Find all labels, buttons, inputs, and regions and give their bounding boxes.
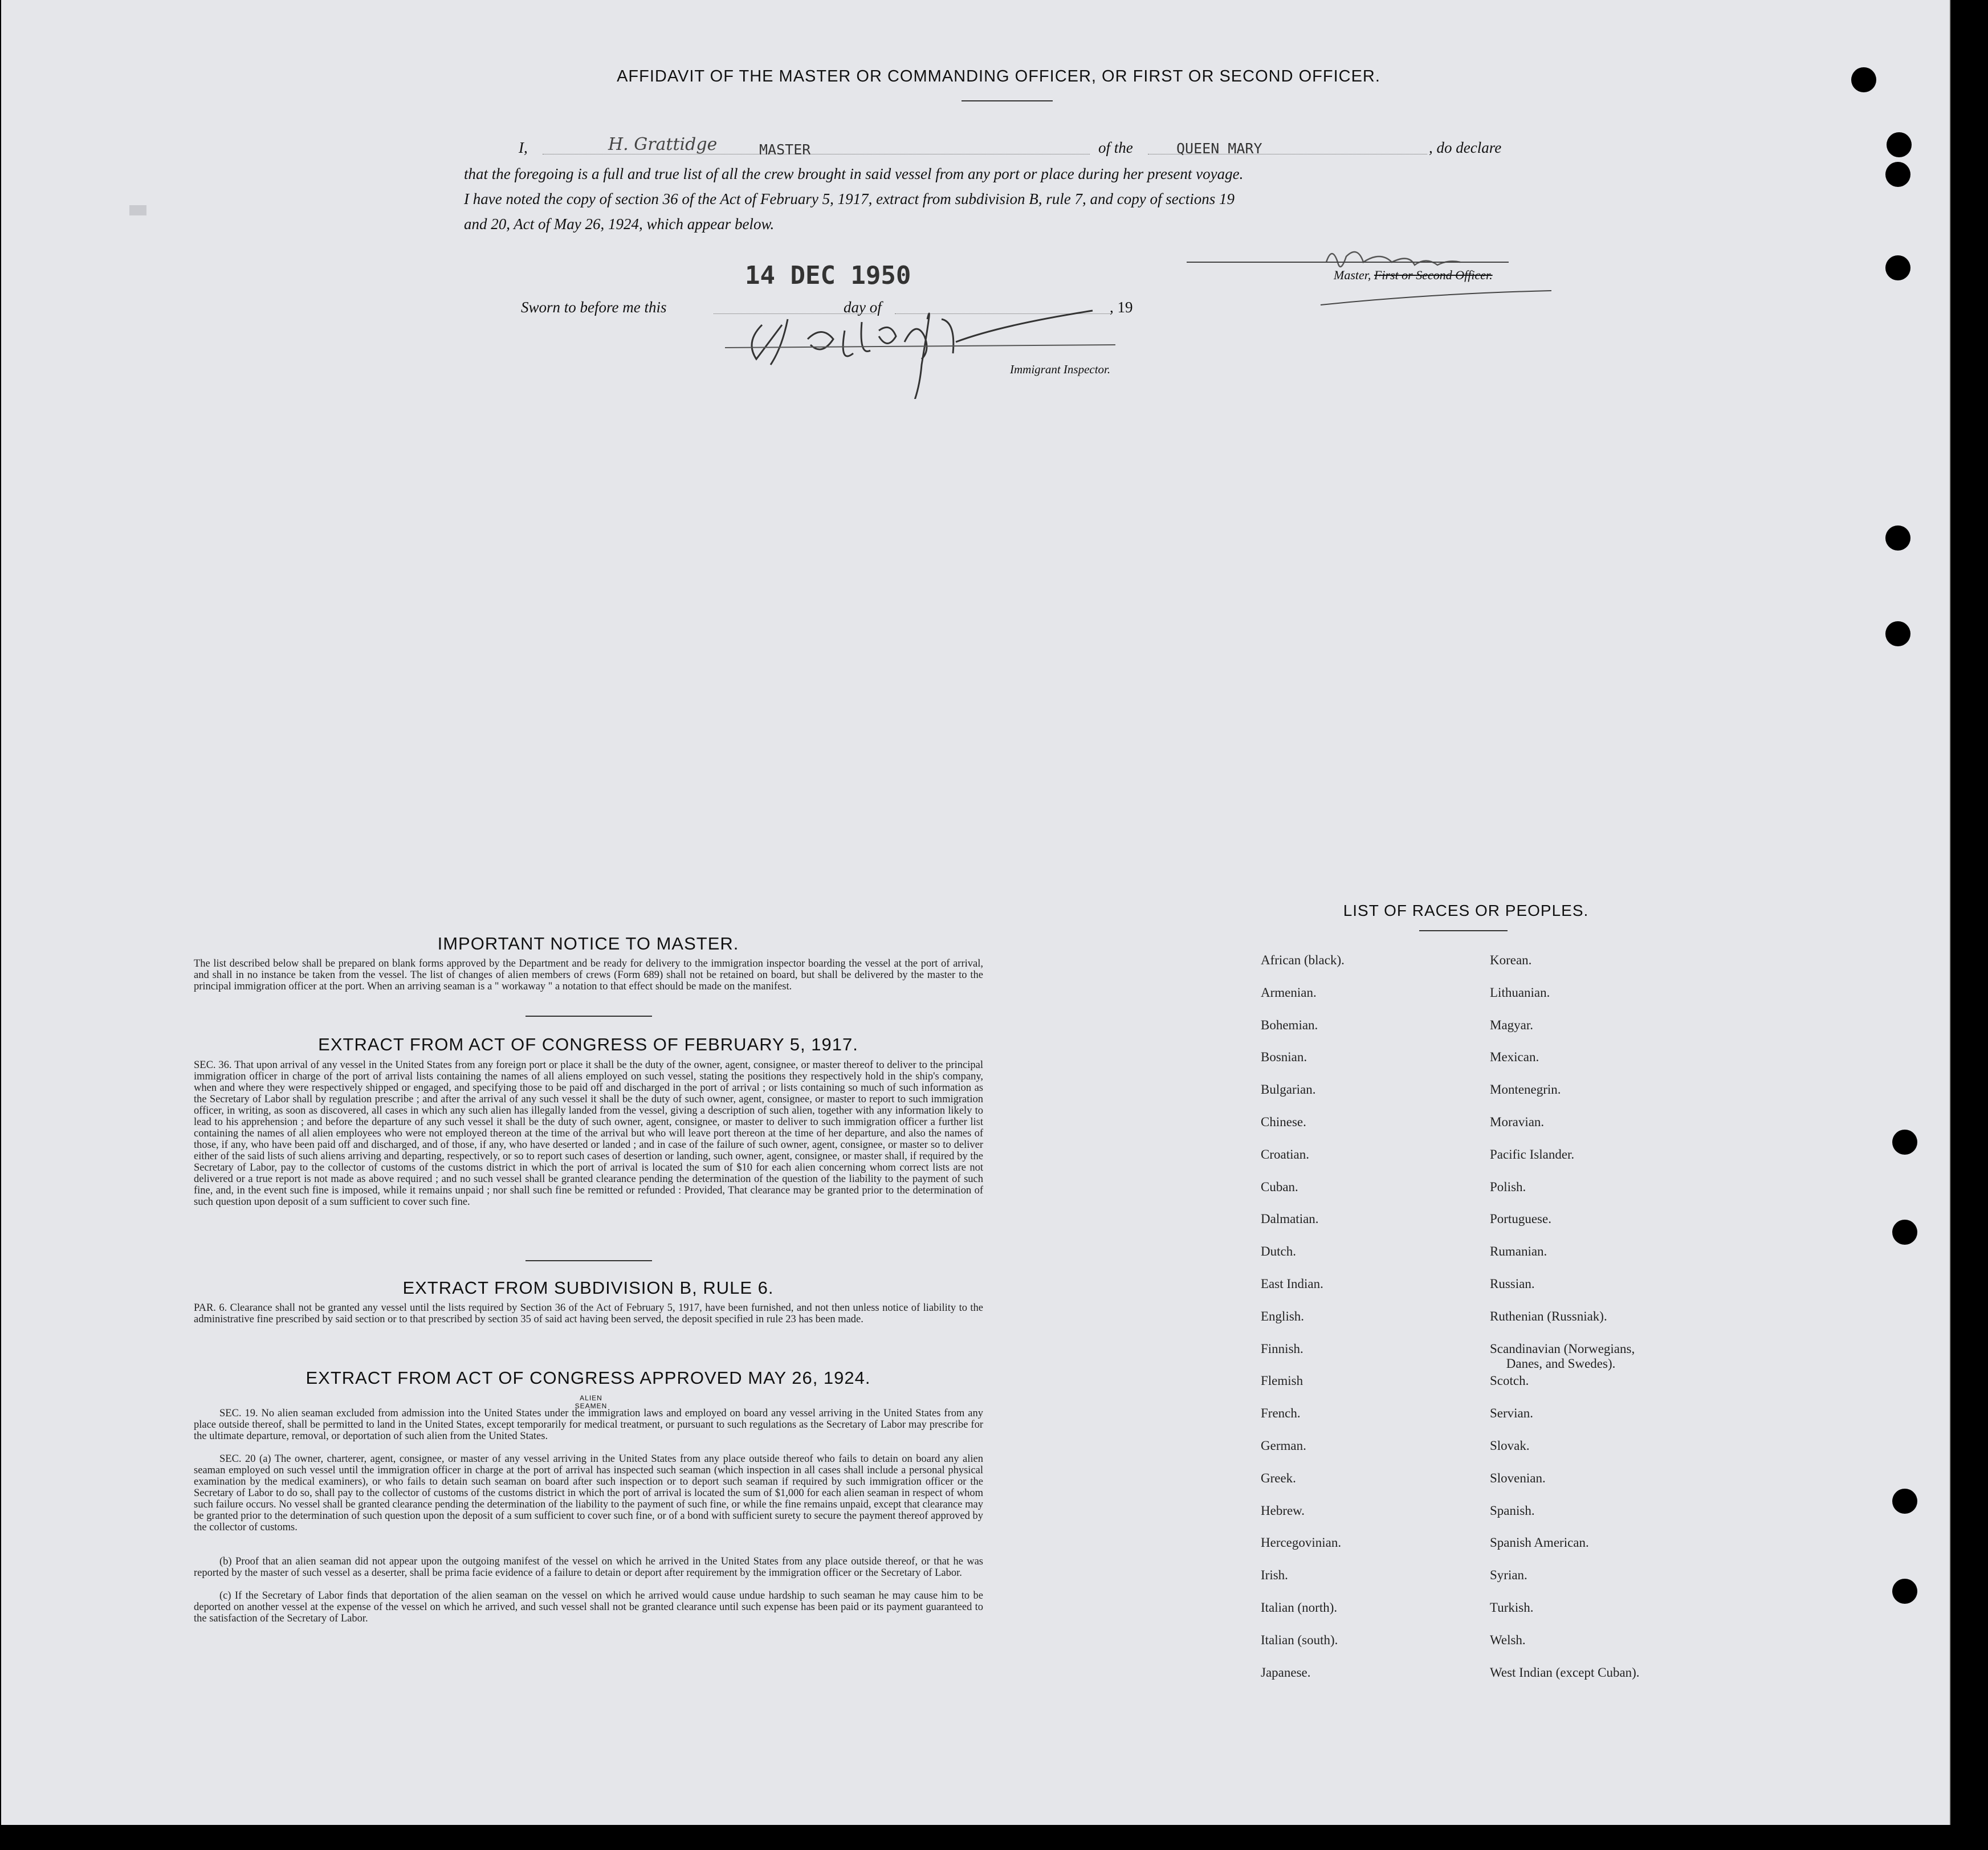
master-caption-officer: First or Second Officer. bbox=[1374, 268, 1493, 282]
race-entry: Ruthenian (Russniak). bbox=[1490, 1309, 1607, 1323]
race-entry: Lithuanian. bbox=[1490, 985, 1550, 1000]
vessel-name: QUEEN MARY bbox=[1176, 140, 1262, 157]
race-entry: Slovenian. bbox=[1490, 1470, 1546, 1485]
race-entry: Italian (south). bbox=[1261, 1632, 1338, 1647]
year-label: , 19 bbox=[1110, 299, 1133, 316]
binder-hole bbox=[1892, 1220, 1917, 1245]
race-entry: Slovak. bbox=[1490, 1439, 1530, 1453]
affidavit-title: AFFIDAVIT OF THE MASTER OR COMMANDING OFFICER, OR FIRST OR SECOND OFFICER. bbox=[617, 67, 1380, 85]
race-entry: Scandinavian (Norwegians, Danes, and Swedes). bbox=[1490, 1341, 1635, 1371]
race-entry: Hercegovinian. bbox=[1261, 1535, 1342, 1550]
race-entry: Moravian. bbox=[1490, 1115, 1545, 1129]
race-entry: Servian. bbox=[1490, 1406, 1534, 1421]
binder-hole bbox=[1885, 621, 1910, 646]
title-rule bbox=[962, 100, 1053, 101]
binder-hole bbox=[1892, 1130, 1917, 1155]
race-entry: Cuban. bbox=[1261, 1179, 1298, 1194]
race-entry: Flemish bbox=[1261, 1374, 1303, 1388]
extract-1924-sec20b: (b) Proof that an alien seaman did not appear upon the outgoing manifest of the vessel on which he arrived in the United States from any place outside thereof, or that he was reported by the master of such vessel as a deserter, shall be prima facie evidence of a failure to detain or deport after requirement by the immigration officer or the Secretary of Labor. bbox=[194, 1556, 983, 1579]
master-underline bbox=[1318, 285, 1557, 308]
race-entry: Magyar. bbox=[1490, 1017, 1534, 1032]
race-entry: Bulgarian. bbox=[1261, 1082, 1316, 1097]
faint-margin-mark bbox=[129, 205, 146, 215]
extract-1924-sec20c: (c) If the Secretary of Labor finds that deportation of the alien seaman on the vessel on which he arrived would cause undue hardship to such seaman he may cause him to be deported on another vessel at the expense of the vessel on which he arrived, and such vessel shall not be granted clearance until such expense has been paid or its payment guaranteed to the satisfaction of the Secretary of Labor. bbox=[194, 1590, 983, 1624]
race-entry: Russian. bbox=[1490, 1277, 1535, 1291]
affidavit-line-2: that the foregoing is a full and true list of all the crew brought in said vessel from any port or place during her present voyage. bbox=[464, 165, 1244, 182]
race-entry: Korean. bbox=[1490, 953, 1532, 967]
inspector-signature bbox=[716, 296, 1115, 399]
of-the-label: of the bbox=[1098, 139, 1133, 156]
binder-hole bbox=[1885, 162, 1910, 187]
race-entry: Bohemian. bbox=[1261, 1017, 1318, 1032]
race-entry: Japanese. bbox=[1261, 1665, 1311, 1680]
master-caption-master: Master, bbox=[1334, 268, 1371, 282]
race-entry: Italian (north). bbox=[1261, 1600, 1338, 1615]
race-entry: Mexican. bbox=[1490, 1050, 1539, 1065]
race-entry: Dutch. bbox=[1261, 1244, 1296, 1259]
race-entry: Spanish American. bbox=[1490, 1535, 1589, 1550]
race-entry: Syrian. bbox=[1490, 1568, 1527, 1583]
extract-1924-sec20a: SEC. 20 (a) The owner, charterer, agent, consignee, or master of any vessel arriving in the United States from any place outside thereof who fails to detain on board any alien seaman employed on such vessel until the immigration officer in charge at the port of arrival has inspected such seaman (which inspection in all cases shall include a personal physical examination by the medical examiners), or who fails to detain such seaman on board after such inspection or to deport such seaman if required by such immigration officer or the Secretary of Labor to do so, shall pay to the collector of customs of the customs district in which the port of arrival is located the sum of $1,000 for each alien seaman in respect of whom such failure occurs. No vessel shall be granted clearance pending the determination of the liability to the payment of such fine, or while the fine remains unpaid, except that clearance may be granted prior to the determination of such question upon the deposit of a sum sufficient to cover such fine, or of a bond with sufficient surety to secure the payment thereof approved by the collector of customs. bbox=[194, 1453, 983, 1533]
document-sheet bbox=[1, 0, 1950, 1825]
race-entry: Finnish. bbox=[1261, 1341, 1303, 1356]
race-entry: Montenegrin. bbox=[1490, 1082, 1561, 1097]
race-entry: Scotch. bbox=[1490, 1374, 1529, 1388]
binder-hole bbox=[1892, 1489, 1917, 1514]
notice-body: The list described below shall be prepared on blank forms approved by the Department and be ready for delivery to the immigration inspector boarding the vessel at the port of arrival, and shall in no instance be taken from the vessel. The list of changes of alien members of crews (Form 689) shall not be retained on board, but shall be delivered by the master to the principal immigration officer at the port. When an arriving seaman is a " workaway " a notation to that effect should be made on the manifest. bbox=[194, 958, 983, 992]
race-entry: Irish. bbox=[1261, 1568, 1288, 1583]
day-of-label: day of bbox=[844, 299, 882, 316]
race-entry: Bosnian. bbox=[1261, 1050, 1307, 1065]
race-entry: Greek. bbox=[1261, 1470, 1296, 1485]
race-entry: Turkish. bbox=[1490, 1600, 1534, 1615]
binder-hole bbox=[1851, 67, 1876, 92]
affidavit-line-3: I have noted the copy of section 36 of the Act of February 5, 1917, extract from subdivision B, rule 7, and copy of sections 19 bbox=[464, 190, 1235, 207]
race-entry: Portuguese. bbox=[1490, 1212, 1551, 1226]
alien-seamen-subtitle: ALIEN SEAMEN bbox=[575, 1394, 608, 1410]
affidavit-line-4: and 20, Act of May 26, 1924, which appear below. bbox=[464, 215, 775, 233]
race-entry: French. bbox=[1261, 1406, 1301, 1421]
do-declare-label: , do declare bbox=[1429, 139, 1502, 156]
extract-1924-title: EXTRACT FROM ACT OF CONGRESS APPROVED MAY 26, 1924. bbox=[305, 1368, 871, 1388]
race-entry: German. bbox=[1261, 1439, 1306, 1453]
races-title: LIST OF RACES OR PEOPLES. bbox=[1343, 902, 1589, 919]
binder-hole bbox=[1885, 255, 1910, 280]
race-entry: Armenian. bbox=[1261, 985, 1317, 1000]
date-stamp: 14 DEC 1950 bbox=[745, 261, 911, 290]
race-entry: Croatian. bbox=[1261, 1147, 1309, 1162]
race-entry: Pacific Islander. bbox=[1490, 1147, 1575, 1162]
extract-1924-sec19: SEC. 19. No alien seaman excluded from admission into the United States under the immigration laws and employed on board any vessel arriving in the United States from any place outside thereof, shall be permitted to land in the United States, except temporarily for medical treatment, or pursuant to such regulations as the Secretary of Labor may prescribe for the ultimate departure, removal, or deportation of such alien from the United States. bbox=[194, 1408, 983, 1442]
race-entry: African (black). bbox=[1261, 953, 1345, 967]
race-entry: English. bbox=[1261, 1309, 1305, 1323]
master-caption bbox=[1334, 268, 1493, 283]
extract-1917-body: SEC. 36. That upon arrival of any vessel in the United States from any foreign port or place it shall be the duty of the owner, agent, consignee, or master thereof to deliver to the principal immigration officer in charge of the port of arrival lists containing the names of all aliens employed on such vessel, stating the positions they respectively hold in the ship's company, when and where they were respectively shipped or engaged, and specifying those to be paid off and discharged in the port of arrival ; or lists containing so much of such information as the Secretary of Labor shall by regulation prescribe ; and after the arrival of any such vessel it shall be the duty of such owner, agent, consignee, or master to report to such immigration officer, in writing, as soon as discovered, all cases in which any such alien has illegally landed from the vessel, giving a description of such alien, together with any information likely to lead to his apprehension ; and before the departure of any such vessel it shall be the duty of such owner, agent, consignee, or master to deliver to such immigration officer a further list containing the names of all alien employees who were not employed thereon at the time of the arrival but who will leave port thereon at the time of her departure, and also the names of those, if any, who have been paid off and discharged, and of those, if any, who have deserted or landed ; and in case of the failure of such owner, agent, consignee, or master so to deliver either of the said lists of such aliens arriving and departing, respectively, or so to report such cases of desertion or landing, such owner, agent, consignee, or master shall, if required by the Secretary of Labor, pay to the collector of customs of the customs district in which the port of arrival is located the sum of $10 for each alien concerning whom correct lists are not delivered or a true report is not made as above required ; and no such vessel shall be granted clearance pending the determination of the question of the liability to the payment of such fine, and, in the event such fine is imposed, while it remains unpaid ; nor shall such fine be remitted or refunded : Provided, That clearance may be granted prior to the determination of such question upon deposit of a sum sufficient to cover such fine. bbox=[194, 1060, 983, 1208]
race-entry: Polish. bbox=[1490, 1179, 1526, 1194]
master-name: H. Grattidge bbox=[608, 135, 718, 154]
race-entry: Hebrew. bbox=[1261, 1503, 1305, 1518]
rule-6-body: PAR. 6. Clearance shall not be granted any vessel until the lists required by Section 36 of the Act of February 5, 1917, have been furnished, and not then unless notice of liability to the administrative fine prescribed by said section or to that prescribed by section 35 of said act having been served, the deposit specified in rule 23 has been made. bbox=[194, 1302, 983, 1325]
binder-hole bbox=[1887, 132, 1912, 157]
race-entry: Dalmatian. bbox=[1261, 1212, 1319, 1226]
i-label: I, bbox=[519, 139, 528, 156]
notice-title: IMPORTANT NOTICE TO MASTER. bbox=[437, 934, 739, 953]
rule-6-title: EXTRACT FROM SUBDIVISION B, RULE 6. bbox=[402, 1278, 774, 1298]
race-entry: Rumanian. bbox=[1490, 1244, 1547, 1259]
extract-1917-title: EXTRACT FROM ACT OF CONGRESS OF FEBRUARY 5, 1917. bbox=[318, 1034, 858, 1054]
binder-hole bbox=[1885, 525, 1910, 551]
inspector-caption: Immigrant Inspector. bbox=[1010, 362, 1111, 376]
race-entry: Spanish. bbox=[1490, 1503, 1535, 1518]
sworn-label: Sworn to before me this bbox=[521, 299, 667, 316]
master-title: MASTER bbox=[759, 141, 811, 158]
race-entry: East Indian. bbox=[1261, 1277, 1323, 1291]
race-entry: Welsh. bbox=[1490, 1632, 1526, 1647]
binder-hole bbox=[1892, 1579, 1917, 1604]
race-entry: West Indian (except Cuban). bbox=[1490, 1665, 1640, 1680]
race-entry: Chinese. bbox=[1261, 1115, 1306, 1129]
